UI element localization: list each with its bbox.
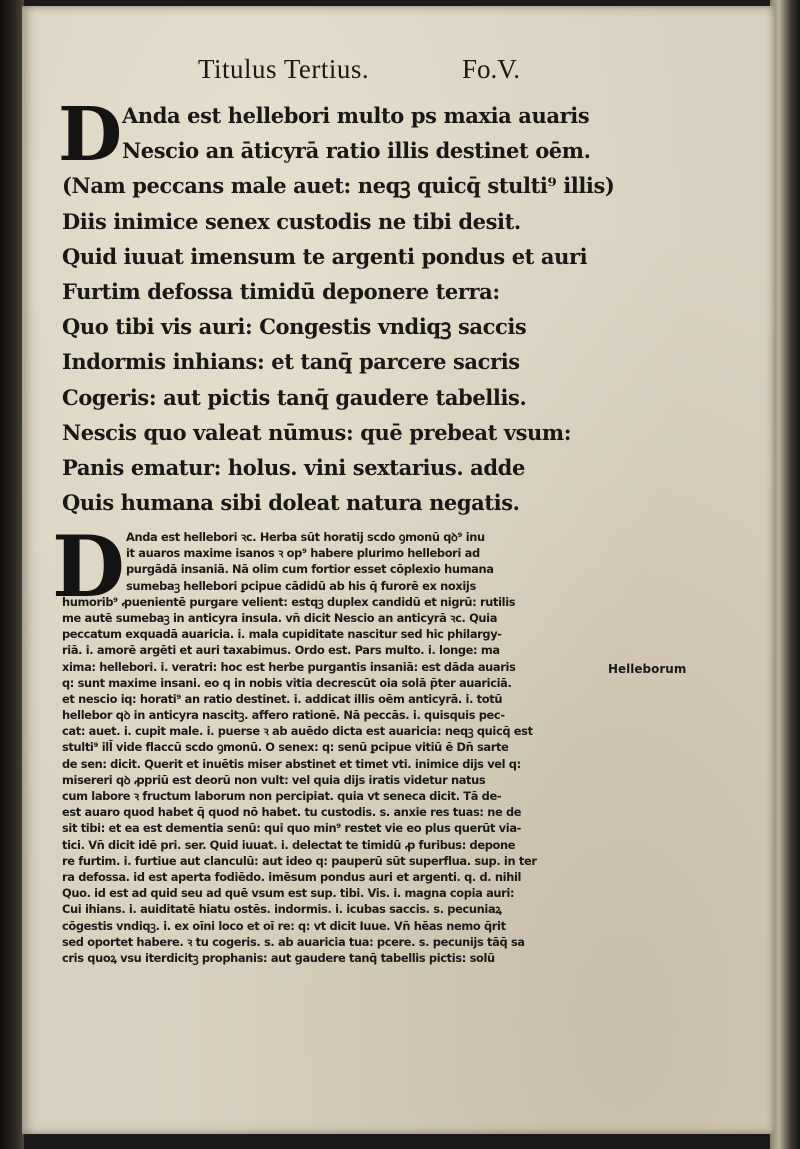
commentary-line: Anda est hellebori ꝛc. Herba sūt horatij scdo ꝯmonū qꝺ⁹ inu <box>126 530 485 544</box>
verse-line: Indormis inhians: et tanq̄ parcere sacris <box>62 349 520 375</box>
commentary-line: ra defossa. id est aperta fodiēdo. imēsum pondus auri et argenti. q. d. nihil <box>62 869 522 884</box>
commentary-line: q: sunt maxime insani. eo q in nobis vitia decrescūt oia solā p̄ter auariciā. <box>62 675 512 690</box>
verse-line: Anda est hellebori multo ps maxia auaris <box>122 103 590 128</box>
book-page <box>22 6 774 1134</box>
verse-line: Nescio an āticyrā ratio illis destinet oēm. <box>122 138 591 164</box>
verse-line: (Nam peccans male auet: neqꝫ quicq̄ stulti⁹ illis) <box>62 173 615 199</box>
commentary-line: humorib⁹ ꝓuenientē purgare velient: estqꝫ duplex candidū et nigrū: rutilis <box>62 594 516 609</box>
commentary-line: it auaros maxime isanos ꝛ op⁹ habere plurimo hellebori ad <box>126 546 480 561</box>
commentary-line: cris quoꝝ vsu iterdicitꝫ prophanis: aut gaudere tanq̄ tabellis pictis: solū <box>62 950 495 965</box>
verse-line: Nescis quo valeat nūmus: quē prebeat vsum: <box>62 419 572 445</box>
commentary-line: tici. Vn̄ dicit idē pri. ser. Quid iuuat. i. delectat te timidū ꝓ furibus: depone <box>62 837 516 852</box>
commentary-line: cum labore ꝛ fructum laborum non percipiat. quia vt seneca dicit. Tā de- <box>62 789 502 803</box>
commentary-initial-letter: D <box>52 517 125 616</box>
verse-line: Quis humana sibi doleat natura negatis. <box>62 490 520 516</box>
commentary-line: Cui ihians. i. auiditatē hiatu ostēs. indormis. i. icubas saccis. s. pecuniaꝝ <box>62 902 502 917</box>
commentary-line: sumebaꝫ hellebori ꝑcipue cādidū ab his q̄ furorē ex noxijs <box>126 578 476 593</box>
folio-number: Fo.V. <box>462 54 521 84</box>
commentary-line: sit tibi: et ea est dementia senū: qui quo min⁹ restet vie eo plus querūt via- <box>62 821 522 836</box>
commentary-line: xima: hellebori. i. veratri: hoc est herbe purgantis insaniā: est dāda auaris <box>62 659 516 674</box>
commentary-line: misereri qꝺ ꝓpriū est deorū non vult: vel quia dijs iratis videtur natus <box>62 772 486 787</box>
commentary-line: de sen: dicit. Querit et inuētis miser abstinet et timet vti. inimice dijs vel q: <box>62 756 521 771</box>
running-title: Titulus Tertius. <box>198 54 370 84</box>
page-stack-edge <box>770 0 800 1149</box>
verse-text <box>62 98 622 520</box>
book-spine-shadow <box>0 0 24 1149</box>
commentary-line: stulti⁹ ill̄ vide flaccū scdo ꝯmonū. O senex: q: senū ꝑcipue vitiū ē Dn̄ sarte <box>62 740 509 755</box>
commentary-line: sed oportet habere. ꝛ tu cogeris. s. ab auaricia tua: pcere. s. pecunijs tāq̄ sa <box>62 934 525 949</box>
commentary-line: est auaro quod habet q̄ quod nō habet. tu custodis. s. anxie res tuas: ne de <box>62 805 522 820</box>
running-head <box>22 54 774 94</box>
commentary-text <box>62 529 622 966</box>
verse-line: Quo tibi vis auri: Congestis vndiqꝫ saccis <box>62 314 527 340</box>
verse-line: Cogeris: aut pictis tanq̄ gaudere tabellis. <box>62 384 527 410</box>
commentary-line: riā. i. amorē argēti et auri taxabimus. Ordo est. Pars multo. i. longe: ma <box>62 643 500 658</box>
commentary-line: peccatum exquadā auaricia. i. mala cupiditate nascitur sed hic philargy- <box>62 627 502 642</box>
verse-line: Panis ematur: holus. vini sextarius. adde <box>62 454 525 480</box>
commentary-line: me autē sumebaꝫ in anticyra insula. vn̄ dicit Nescio an anticyrā ꝛc. Quia <box>62 610 498 625</box>
commentary-line: Quo. id est ad quid seu ad quē vsum est sup. tibi. Vis. i. magna copia auri: <box>62 886 515 901</box>
margin-note: Helleborum <box>608 662 687 676</box>
commentary-line: cōgestis vndiqꝫ. i. ex oīni loco et oī re: q: vt dicit Iuue. Vn̄ hēas nemo q̄rit <box>62 918 506 933</box>
commentary-line: et nescio iq: horati⁹ an ratio destinet. i. addicat illis oēm anticyrā. i. totū <box>62 691 503 706</box>
commentary-line: purgādā insaniā. Nā olim cum fortior esset cōplexio humana <box>126 562 494 577</box>
verse-line: Furtim defossa timidū deponere terra: <box>62 278 500 304</box>
commentary-line: re furtim. i. furtiue aut clanculū: aut ideo q: pauperū sūt superflua. sup. in ter <box>62 853 537 868</box>
commentary-line: cat: auet. i. cupit male. i. puerse ꝛ ab auēdo dicta est auaricia: neqꝫ quicq̄ est <box>62 724 533 739</box>
commentary-line: hellebor qꝺ in anticyra nascitꝫ. affero rationē. Nā peccās. i. quisquis pec- <box>62 708 505 723</box>
verse-line: Quid iuuat imensum te argenti pondus et auri <box>62 243 588 269</box>
verse-initial-letter: D <box>58 92 123 178</box>
verse-line: Diis inimice senex custodis ne tibi desit. <box>62 208 521 234</box>
